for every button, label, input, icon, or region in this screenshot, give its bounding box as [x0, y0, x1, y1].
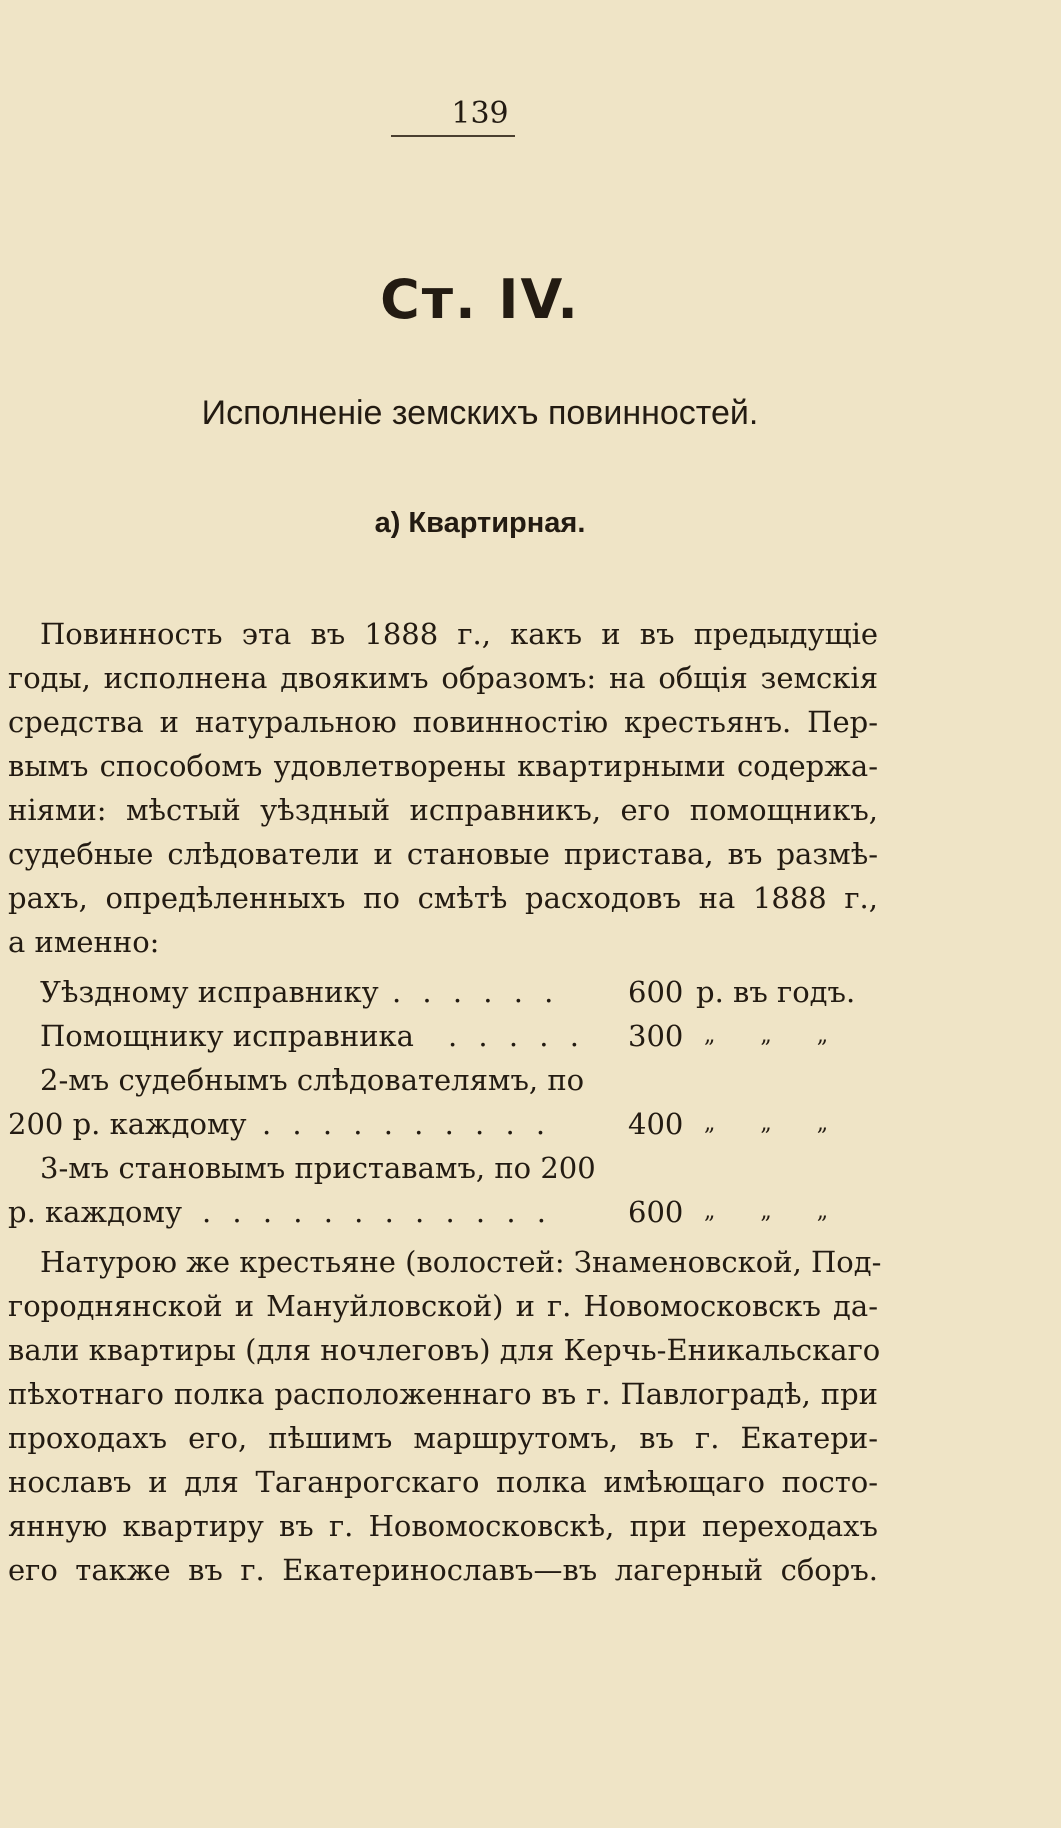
paragraph-line: вали квартиры (для ночлеговъ) для Керчь-Еникальскаго [8, 1333, 881, 1367]
paragraph-line: проходахъ его, пѣшимъ маршрутомъ, въ г. Екатери- [8, 1421, 878, 1455]
paragraph-line: годы, исполнена двоякимъ образомъ: на общія земскія [8, 661, 878, 695]
expense-label: Помощнику исправника [40, 1019, 414, 1053]
dot-leader: . . . . . [448, 1019, 585, 1053]
ditto-marks: „ „ „ [704, 1199, 829, 1224]
expense-label: р. каждому [8, 1195, 183, 1229]
dot-leader: . . . . . . . . . . . . [202, 1195, 553, 1229]
dot-leader: . . . . . . . . . . [262, 1107, 552, 1141]
paragraph-line: пѣхотнаго полка расположеннаго въ г. Павлоградѣ, при [8, 1377, 878, 1411]
expense-label: Уѣздному исправнику [40, 975, 379, 1009]
paragraph-line: рахъ, опредѣленныхъ по смѣтѣ расходовъ на 1888 г., [8, 881, 878, 915]
expense-amount: 600 [628, 975, 684, 1009]
chapter-heading: Ст. IV. [380, 268, 580, 331]
paragraph-line: его также въ г. Екатеринославъ—въ лагерный сборъ. [8, 1553, 878, 1587]
expense-unit: р. въ годъ. [696, 975, 856, 1009]
expense-label: 2-мъ судебнымъ слѣдователямъ, по [40, 1063, 585, 1097]
expense-row-sledovateli [0, 1058, 880, 1102]
expense-row-sledovateli-amount [0, 1102, 880, 1146]
paragraph-line: судебные слѣдователи и становые пристава, въ размѣ- [8, 837, 878, 871]
ditto-marks: „ „ „ [704, 1023, 829, 1048]
paragraph-line: вымъ способомъ удовлетворены квартирными содержа- [8, 749, 878, 783]
expense-row-pristava [0, 1146, 880, 1190]
expense-label: 3-мъ становымъ приставамъ, по 200 [40, 1151, 596, 1185]
paragraph-line: ніями: мѣстый уѣздный исправникъ, его помощникъ, [8, 793, 878, 827]
paragraph-line: Повинность эта въ 1888 г., какъ и въ предыдущіе [40, 617, 878, 651]
paragraph-line: а именно: [8, 925, 160, 959]
expense-amount: 400 [628, 1107, 684, 1141]
expense-row-ispravnik [0, 970, 880, 1014]
expense-row-pomoshchnik [0, 1014, 880, 1058]
section-title: Исполненіе земскихъ повинностей. [201, 394, 759, 432]
header-rule [391, 135, 515, 137]
expense-amount: 600 [628, 1195, 684, 1229]
expense-amount: 300 [628, 1019, 684, 1053]
subsection-title: а) Квартирная. [374, 507, 586, 539]
expense-row-pristava-amount [0, 1190, 880, 1234]
paragraph-line: янную квартиру въ г. Новомосковскѣ, при переходахъ [8, 1509, 878, 1543]
page-number: 139 [451, 96, 509, 131]
expense-label: 200 р. каждому [8, 1107, 247, 1141]
paragraph-line: нославъ и для Таганрогскаго полка имѣющаго посто- [8, 1465, 878, 1499]
paragraph-line: городнянской и Мануйловской) и г. Новомосковскъ да- [8, 1289, 878, 1323]
paragraph-line: Натурою же крестьяне (волостей: Знаменовской, Под- [40, 1245, 882, 1279]
dot-leader: . . . . . . [392, 975, 560, 1009]
ditto-marks: „ „ „ [704, 1111, 829, 1136]
paragraph-line: средства и натуральною повинностію крестьянъ. Пер- [8, 705, 878, 739]
